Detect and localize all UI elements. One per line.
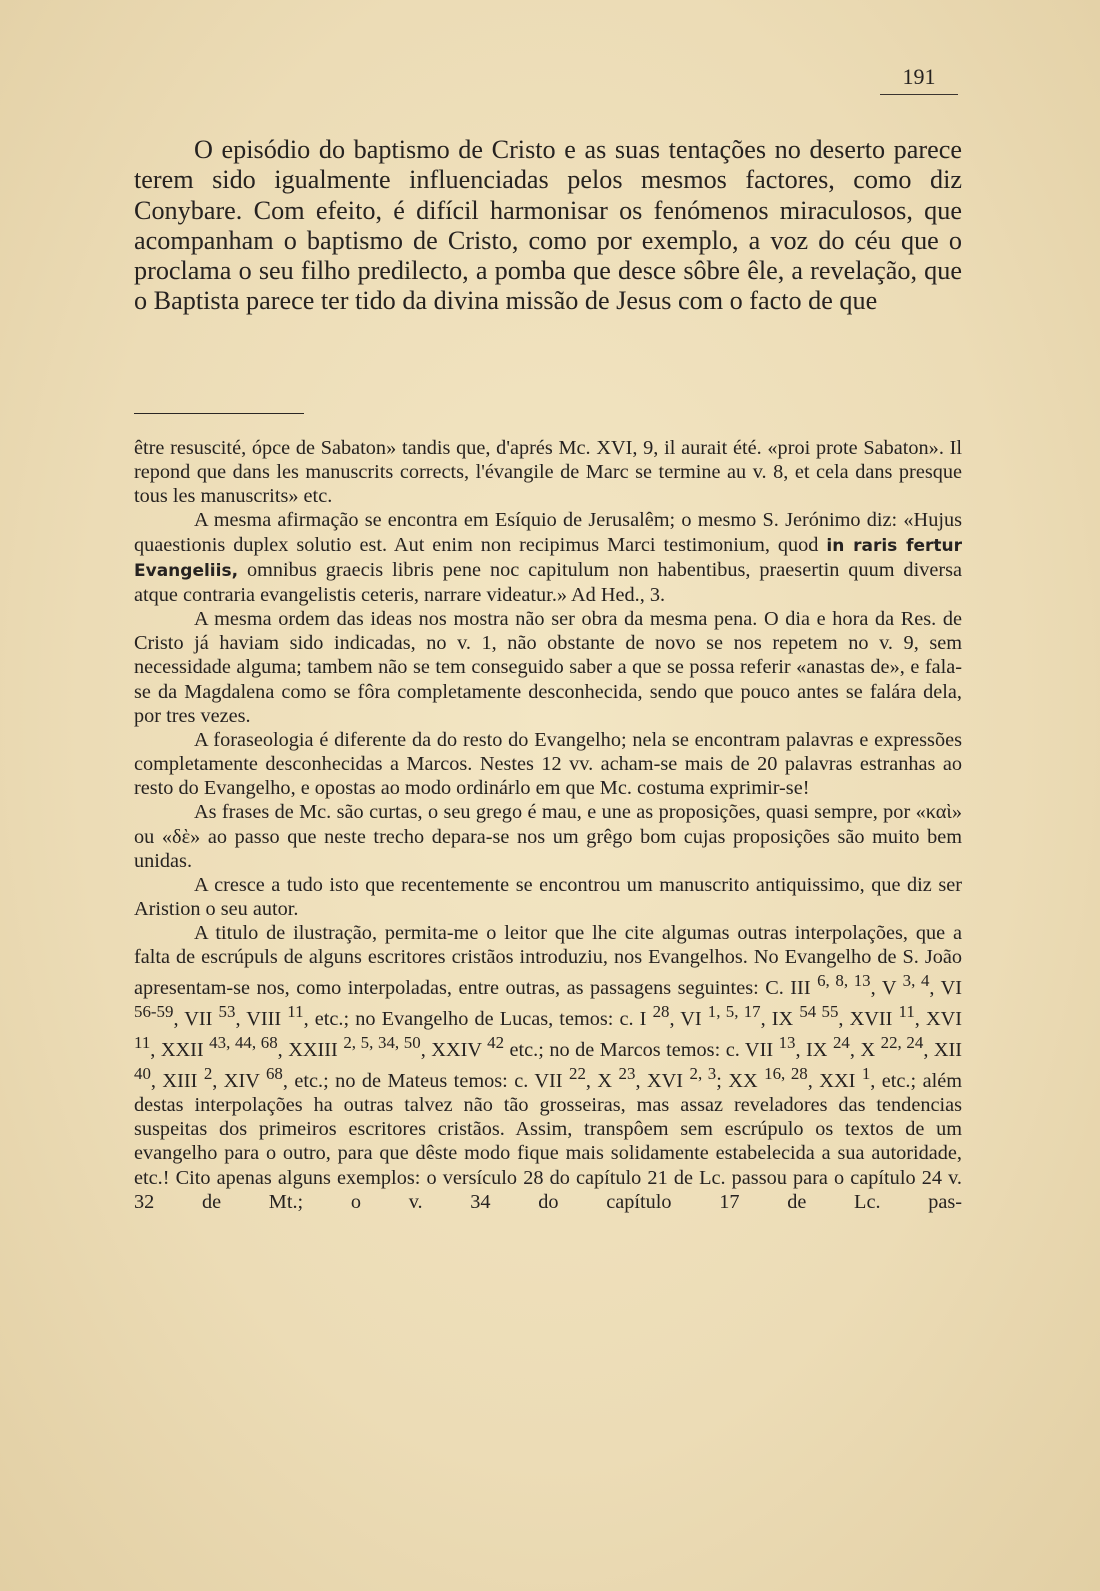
footnote-text: , XIV (212, 1069, 266, 1092)
footnote-paragraph: A mesma ordem das ideas nos mostra não ser obra da mesma pena. O dia e hora da Res. de Cristo já haviam sido indicadas, no v. 1, não obstante de novo se nos repetem no v. 9, sem necessidade alguma; tambem não se tem conseguido saber a que se possa referir «anastas de», e fala-se da Magdalena como se fôra completamente desconhecida, sendo que pouco antes se falára dela, por tres vezes. (134, 608, 962, 727)
verse-superscript: 6, 8, 13 (817, 971, 871, 991)
verse-superscript: 2 (203, 1064, 213, 1084)
footnote-text: , XXIV (420, 1039, 488, 1062)
verse-superscript: 23 (618, 1064, 636, 1084)
footnote-text: , VIII (235, 1008, 288, 1031)
main-text (134, 135, 962, 317)
verse-superscript: 42 (487, 1033, 505, 1053)
footnote-text: , V (870, 977, 903, 1000)
verse-superscript: 56-59 (134, 1002, 174, 1022)
verse-superscript: 22, 24 (880, 1033, 924, 1053)
verse-superscript: 53 (218, 1002, 236, 1022)
footnote-text: , XVII (838, 1008, 899, 1031)
footnotes (134, 436, 962, 1214)
footnote-text: , VI (929, 977, 963, 1000)
verse-superscript: 68 (265, 1064, 283, 1084)
verse-superscript: 54 55 (799, 1002, 839, 1022)
footnote-text: omnibus graecis libris pene noc capitulum non habentibus, praesertin quum diversa atque contraria evangelistis ceteris, narrare videatur.» Ad Hed., 3. (134, 558, 962, 606)
footnote-separator (134, 413, 304, 414)
verse-superscript: 24 (832, 1033, 850, 1053)
footnote-paragraph (134, 921, 962, 1214)
footnote-text: A mesma afirmação se encontra em Esíquio de Jerusalêm; o mesmo S. Jerónimo diz: «Hujus quaestionis duplex solutio est. Aut enim non recipimus Marci testimonium, quod (134, 509, 962, 556)
footnote-text: , IX (795, 1039, 833, 1062)
footnote-text: , XXI (807, 1069, 862, 1092)
footnote-paragraph: As frases de Mc. são curtas, o seu grego é mau, e une as proposições, quasi sempre, por «καὶ» ou «δὲ» ao passo que neste trecho depara-se nos um grêgo bom cujas proposições são muito bem unidas. (134, 801, 962, 872)
footnote-text: , XII (923, 1039, 963, 1062)
footnote-text: ; XX (716, 1069, 765, 1092)
verse-superscript: 22 (569, 1064, 586, 1084)
verse-superscript: 1 (861, 1064, 871, 1084)
footnote-text: , XVI (635, 1069, 690, 1092)
verse-superscript: 43, 44, 68 (209, 1033, 278, 1053)
verse-superscript: 16, 28 (764, 1064, 808, 1084)
verse-superscript: 11 (287, 1002, 304, 1022)
footnote-text: A titulo de ilustração, permita-me o leitor que lhe cite algumas outras interpolações, que a falta de escrúpuls de alguns escritores cristãos introduziu, nos Evangelhos. No Evangelho de S. João apresentam-se nos, como interpoladas, entre outras, as passagens seguintes: C. III (134, 922, 962, 1000)
footnote-text: , IX (760, 1008, 800, 1031)
footnote-paragraph: A cresce a tudo isto que recentemente se encontrou um manuscrito antiquissimo, que diz ser Aristion o seu autor. (134, 873, 962, 920)
footnote-text: , XVI (914, 1008, 963, 1031)
footnote-text: etc.; no de Marcos temos: c. VII (504, 1039, 779, 1062)
verse-superscript: 11 (898, 1002, 915, 1022)
footnote-text: , XXIII (277, 1039, 344, 1062)
footnote-continuation: être resuscité, ópce de Sabaton» tandis que, d'aprés Mc. XVI, 9, il aurait été. «proi prote Sabaton». Il repond que dans les manuscrits corrects, l'évangile de Marc se termine au v. 8, et cela dans presque tous les manuscrits» etc. (134, 437, 962, 508)
verse-superscript: 13 (778, 1033, 796, 1053)
verse-superscript: 40 (134, 1064, 151, 1084)
footnote-text: , X (849, 1039, 881, 1062)
page-number: 191 (880, 64, 958, 95)
footnote-text: , XXII (150, 1039, 210, 1062)
verse-superscript: 1, 5, 17 (707, 1002, 761, 1022)
main-paragraph: O episódio do baptismo de Cristo e as suas tentações no deserto parece terem sido igualmente influenciadas pelos mesmos factores, como diz Conybare. Com efeito, é difícil harmonisar os fenómenos miraculosos, que acompanham o baptismo de Cristo, como por exemplo, a voz do céu que o proclama o seu filho predilecto, a pomba que desce sôbre êle, a revelação, que o Baptista parece ter tido da divina missão de Jesus com o facto de que (134, 135, 962, 316)
footnote-paragraph (134, 508, 962, 607)
footnote-text: , VII (173, 1008, 219, 1031)
verse-superscript: 2, 3 (689, 1064, 717, 1084)
footnote-bold-quote: in raris fertur Evangeliis, (134, 535, 962, 581)
verse-superscript: 11 (134, 1033, 151, 1053)
verse-superscript: 2, 5, 34, 50 (343, 1033, 421, 1053)
footnote-text: , etc.; no Evangelho de Lucas, temos: c. I (303, 1008, 653, 1031)
footnote-paragraph: A foraseologia é diferente da do resto do Evangelho; nela se encontram palavras e expressões completamente desconhecidas a Marcos. Nestes 12 vv. acham-se mais de 20 palavras estranhas ao resto do Evangelho, e opostas ao modo ordinárlo em que Mc. costuma exprimir-se! (134, 728, 962, 800)
footnote-text: , etc.; além destas interpolações ha outras talvez não tão grosseiras, mas assaz reveladores das tendencias suspeitas dos primeiros escritores cristãos. Assim, transpôem sem escrúpulo os textos de um evangelho para o outro, para que dêste modo fique mais solidamente estabelecida a sua autoridade, etc.! Cito apenas alguns exemplos: o versículo 28 do capítulo 21 de Lc. passou para o capítulo 24 v. 32 de Mt.; o v. 34 do capítulo 17 de Lc. pas- (134, 1069, 963, 1213)
verse-superscript: 28 (652, 1002, 670, 1022)
footnote-text: , VI (669, 1008, 708, 1031)
footnote-text: , X (585, 1069, 619, 1092)
verse-superscript: 3, 4 (902, 971, 930, 991)
footnote-text: , etc.; no de Mateus temos: c. VII (282, 1069, 569, 1092)
footnote-text: , XIII (150, 1069, 204, 1092)
